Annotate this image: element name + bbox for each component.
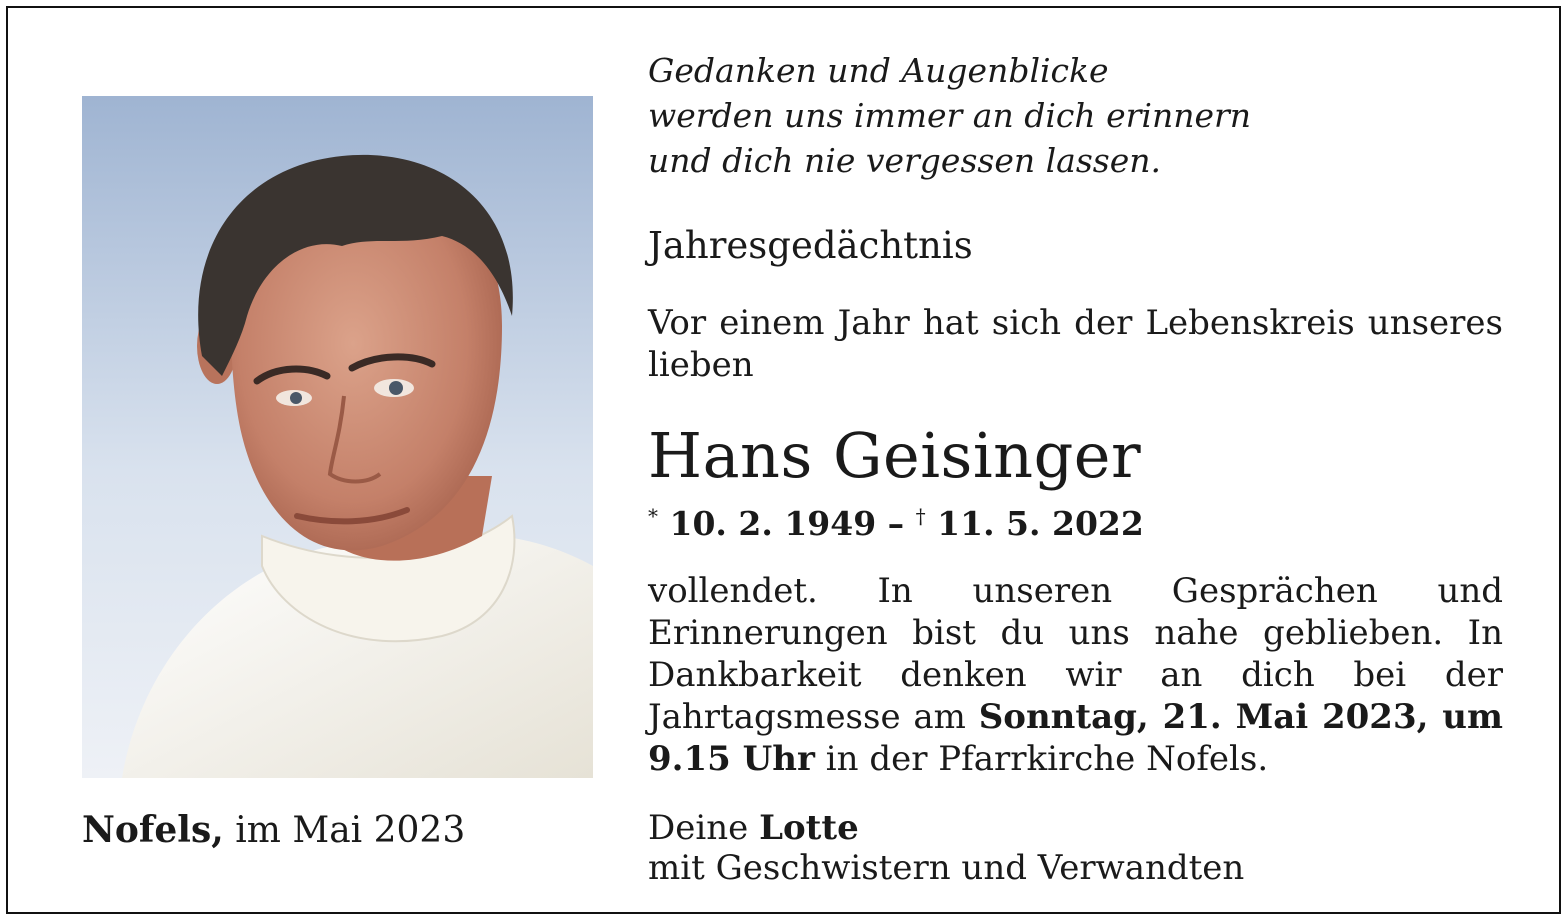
body-text-start: vollendet. In unseren Gesprächen und Erinnerungen bist du uns nahe geblieben. In Dankbarkeit denken wir an dich bei der Jahrtagsmesse am — [648, 571, 1503, 737]
obituary-card — [6, 6, 1561, 914]
intro-text: Vor einem Jahr hat sich der Lebenskreis unseres lieben — [648, 303, 1503, 385]
birth-date: 10. 2. 1949 – — [658, 504, 916, 543]
signoff-prefix: Deine — [648, 808, 760, 848]
death-symbol: † — [915, 504, 926, 528]
text-column — [648, 48, 1503, 888]
signoff-family: mit Geschwistern und Verwandten — [648, 848, 1245, 888]
date-text: im Mai 2023 — [223, 810, 466, 851]
signoff-name: Lotte — [759, 808, 859, 848]
poem-line: und dich nie vergessen lassen. — [648, 141, 1161, 180]
life-dates — [648, 494, 1144, 546]
poem-line: Gedanken und Augenblicke — [648, 51, 1109, 90]
deceased-name: Hans Geisinger — [648, 419, 1142, 492]
birth-symbol: * — [648, 504, 658, 528]
place-name: Nofels, — [82, 809, 224, 851]
poem-line: werden uns immer an dich erinnern — [648, 96, 1252, 135]
body-text-end: in der Pfarrkirche Nofels. — [814, 739, 1269, 779]
place-and-date — [82, 808, 465, 853]
memorial-heading: Jahresgedächtnis — [648, 224, 973, 267]
mass-date-time: Sonntag, 21. Mai 2023, um 9.15 Uhr — [648, 697, 1503, 779]
memorial-poem — [648, 48, 1503, 183]
memorial-body — [648, 570, 1503, 780]
death-date: 11. 5. 2022 — [925, 504, 1144, 543]
signoff — [648, 808, 1503, 888]
portrait-photo — [82, 96, 593, 778]
